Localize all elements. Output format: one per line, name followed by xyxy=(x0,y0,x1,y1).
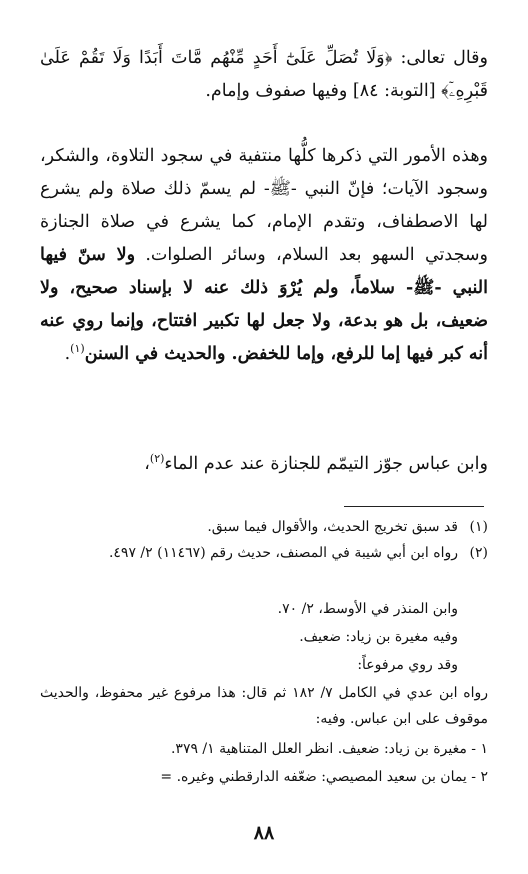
footnote-divider xyxy=(344,506,484,507)
footnote-2-line-8: ٢ - يمان بن سعيد المصيصي: ضعّفه الدارقطني وغيره. = xyxy=(160,769,488,785)
quran-verse: ﴿وَلَا تُصَلِّ عَلَىٰٓ أَحَدٍ مِّنْهُم مَّاتَ أَبَدًا وَلَا تَقُمْ عَلَىٰ قَبْرِهِۦٓ﴾ xyxy=(40,48,488,101)
footnote-ref-2[interactable]: (٢) xyxy=(149,452,165,466)
footnote-2-line-4: وفيه مغيرة بن زياد: ضعيف. xyxy=(299,629,458,645)
footnote-2-line-6: رواه ابن عدي في الكامل ٧/ ١٨٢ ثم قال: هذا مرفوع غير محفوظ، والحديث موقوف على ابن عباس. وفيه: xyxy=(40,685,489,727)
footnote-2-text: رواه ابن أبي شيبة في المصنف، حديث رقم (١١٤٦٧) ٢/ ٤٩٧. xyxy=(108,545,458,561)
verse-citation: [التوبة: ٨٤] xyxy=(347,81,442,101)
main-text: وهذه الأمور التي ذكرها كلُّها منتفية في سجود التلاوة، والشكر، وسجود الآيات؛ فإنّ النبي -ﷺ- لم يسمّ ذلك صلاة ولم يشرع لها الاصطفاف، وتقدم الإمام، كما يشرع في صلاة الجنازة وسجدتي السهو بعد السلام، وسائر الصلوات. xyxy=(40,146,488,265)
verse-intro: وقال تعالى: xyxy=(392,48,488,68)
page-number: ٨٨ xyxy=(253,822,275,844)
main-bold-text: ولا سنّ فيها النبي -ﷺ- سلاماً، ولم يُرْوَ ذلك عنه لا بإسناد صحيح، ولا ضعيف، بل هو بدعة، ولا جعل لها تكبير افتتاح، وإنما روي عنه أنه كبر فيها إما للرفع، وإما للخفض. والحديث في السنن xyxy=(40,245,488,364)
footnote-1-number: (١) xyxy=(469,519,488,535)
paragraph-main xyxy=(40,140,488,371)
tayammum-text: وابن عباس جوّز التيمّم للجنازة عند عدم الماء xyxy=(164,454,488,474)
footnote-2-line-3: وابن المنذر في الأوسط، ٢/ ٧٠. xyxy=(277,601,458,617)
verse-tail: وفيها صفوف وإمام. xyxy=(205,81,348,101)
paragraph-verse xyxy=(40,42,488,108)
footnote-2 xyxy=(40,540,488,566)
main-end: . xyxy=(64,344,71,364)
footnote-2-line-7: ١ - مغيرة بن زياد: ضعيف. انظر العلل المتناهية ١/ ٣٧٩. xyxy=(170,741,488,757)
footnote-1 xyxy=(40,514,488,540)
footnote-2-line-5: وقد روي مرفوعاً: xyxy=(357,657,458,673)
footnote-1-text: قد سبق تخريج الحديث، والأقوال فيما سبق. xyxy=(207,519,458,535)
footnote-ref-1[interactable]: (١) xyxy=(70,342,85,356)
footnote-2-number: (٢) xyxy=(469,545,488,561)
tayammum-end: ، xyxy=(144,454,150,474)
paragraph-tayammum xyxy=(40,448,488,481)
